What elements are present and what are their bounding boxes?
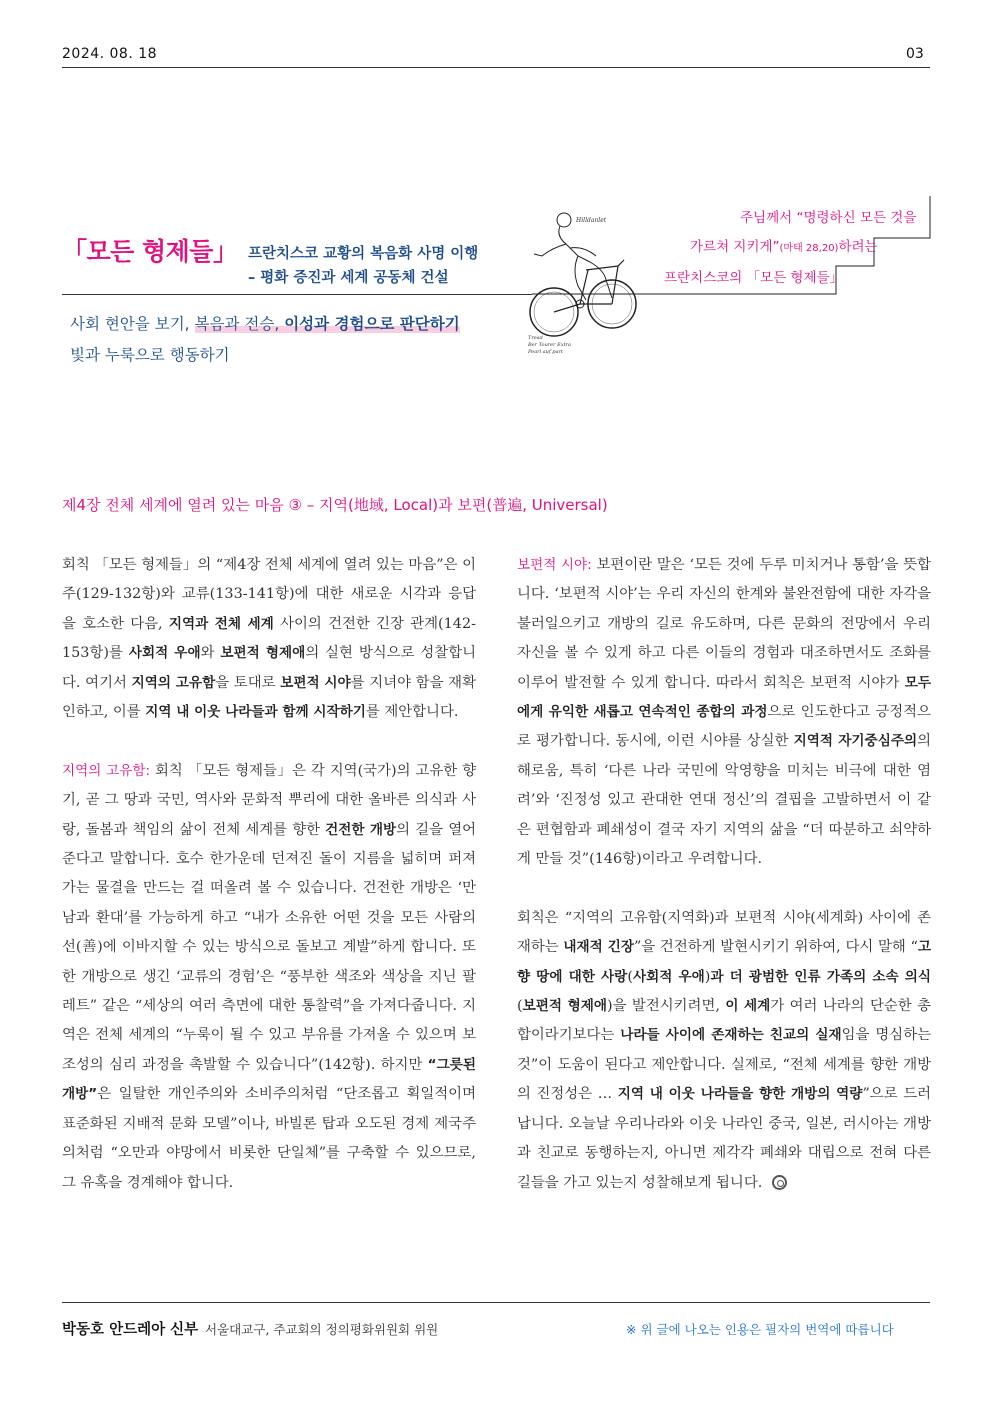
subtitle-line-2: – 평화 증진과 세계 공동체 건설 [248, 270, 449, 286]
tagline-line-2: 빛과 누룩으로 행동하기 [70, 346, 230, 364]
illustration-caption-1: Tread [528, 335, 543, 341]
subtitle-line-1: 프란치스코 교황의 복음화 사명 이행 [248, 246, 479, 262]
right-paragraph-2: 회칙은 “지역의 고유함(지역화)과 보편적 시야(세계화) 사이에 존재하는 내재적 긴장”을 건전하게 발현시키기 위하여, 다시 말해 “고향 땅에 대한 사랑(사회적 우애)과 더 광범한 인류 가족의 소속 의식(보편적 형제애)을 발전시키려면, 이 세계가 여러 나라의 단순한 총합이라기보다는 나라들 사이에 존재하는 친교의 실재임을 명심하는 것”이 도움이 된다고 제안합니다. 실제로, “전체 세계를 향한 개방의 진정성은 … 지역 내 이웃 나라들을 향한 개방의 역량”으로 드러납니다. 오늘날 우리나라와 이웃 나라인 중국, 일본, 러시아는 개방과 친교로 동행하는지, 아니면 제각각 폐쇄와 대립으로 전혀 다른 길들을 가고 있는지 성찰해보게 됩니다. [517, 909, 932, 1191]
author-name: 박동호 안드레아 신부 [62, 1322, 199, 1338]
page-number: 03 [906, 46, 924, 62]
left-paragraph-1: 회칙 「모든 형제들」의 “제4장 전체 세계에 열려 있는 마음”은 이주(129-132항)와 교류(133-141항)에 대한 새로운 시각과 응답을 호소한 다음, 지역과 전체 세계 사이의 건전한 긴장 관계(142-153항)를 사회적 우애와 보편적 형제애의 실현 방식으로 성찰합니다. 여기서 지역의 고유함을 토대로 보편적 시야를 지녀야 함을 재확인하고, 이를 지역 내 이웃 나라들과 함께 시작하기를 제안합니다. [62, 557, 477, 721]
translation-note: ※ 위 글에 나오는 인용은 필자의 번역에 따릅니다 [626, 1322, 894, 1337]
end-mark-icon [772, 1175, 787, 1190]
title-rule [62, 294, 532, 295]
quote-line-1: 주님께서 “명령하신 모든 것을 [740, 210, 917, 226]
issue-date: 2024. 08. 18 [62, 46, 158, 62]
illustration-caption-2: Ber Tourer Extra [528, 342, 571, 348]
bottom-rule [62, 1302, 930, 1303]
page-title: 「모든 형제들」 [62, 237, 238, 266]
tagline-line-1: 사회 현안을 보기, 복음과 전승, 이성과 경험으로 판단하기 [70, 315, 460, 333]
quote-line-2: 가르쳐 지키게”(마태 28,20)하려는 [690, 239, 878, 255]
chapter-heading: 제4장 전체 세계에 열려 있는 마음 ③ – 지역(地域, Local)과 보편(普遍, Universal) [62, 496, 608, 514]
illustration-caption-top: Hilldanlet [576, 217, 607, 224]
left-paragraph-2: 지역의 고유함: 회칙 「모든 형제들」은 각 지역(국가)의 고유한 향기, 곧 그 땅과 국민, 역사와 문화적 뿌리에 대한 올바른 의식과 사랑, 돌봄과 책임의 삶이 전체 세계를 향한 건전한 개방의 길을 열어준다고 말합니다. 호수 한가운데 던져진 돌이 지름을 넓히며 퍼져가는 물결을 만드는 걸 떠올려 볼 수 있습니다. 건전한 개방은 ‘만남과 환대’를 가능하게 하고 “내가 소유한 어떤 것을 모든 사람의 선(善)에 이바지할 수 있는 방식으로 돌보고 계발”하게 합니다. 또한 개방으로 생긴 ‘교류의 경험’은 “풍부한 색조와 색상을 지닌 팔레트” 같은 “세상의 여러 측면에 대한 통찰력”을 가져다줍니다. 지역은 전체 세계의 “누룩이 될 수 있고 부유를 가져올 수 있으며 보조성의 심리 과정을 촉발할 수 있습니다”(142항). 하지만 “그릇된 개방”은 일탈한 개인주의와 소비주의처럼 “단조롭고 획일적이며 표준화된 지배적 문화 모델”이나, 바빌론 탑과 오도된 경제 제국주의처럼 “오만과 야망에서 비롯한 단일체”를 구축할 수 있으므로, 그 유혹을 경계해야 합니다. [62, 762, 476, 1191]
quote-line-3: 프란치스코의 「모든 형제들」 [664, 270, 844, 286]
author-description: 서울대교구, 주교회의 정의평화위원회 위원 [205, 1322, 439, 1337]
left-column [62, 551, 476, 1198]
top-rule [62, 67, 930, 68]
right-paragraph-1: 보편적 시야: 보편이란 말은 ‘모든 것에 두루 미치거나 통함’을 뜻합니다. ‘보편적 시야’는 우리 자신의 한계와 불완전함에 대한 자각을 불러일으키고 개방의 길로 유도하며, 다른 문화의 전망에서 우리 자신을 볼 수 있게 하고 다른 이들의 경험과 대조하면서도 조화를 이루어 발전할 수 있게 합니다. 따라서 회칙은 보편적 시야가 모두에게 유익한 새롭고 연속적인 종합의 과정으로 인도한다고 긍정적으로 평가합니다. 동시에, 이런 시야를 상실한 지역적 자기중심주의의 해로움, 특히 ‘다른 나라 국민에 악영향을 미치는 비극에 대한 염려’와 ‘진정성 있고 관대한 연대 정신’의 결핍을 고발하면서 이 같은 편협함과 폐쇄성이 결국 자기 지역의 삶을 “더 따분하고 쇠약하게 만들 것”(146항)이라고 우려합니다. [517, 557, 931, 868]
right-column [517, 551, 931, 1198]
illustration-caption-3: Pearl auf part [528, 349, 563, 355]
